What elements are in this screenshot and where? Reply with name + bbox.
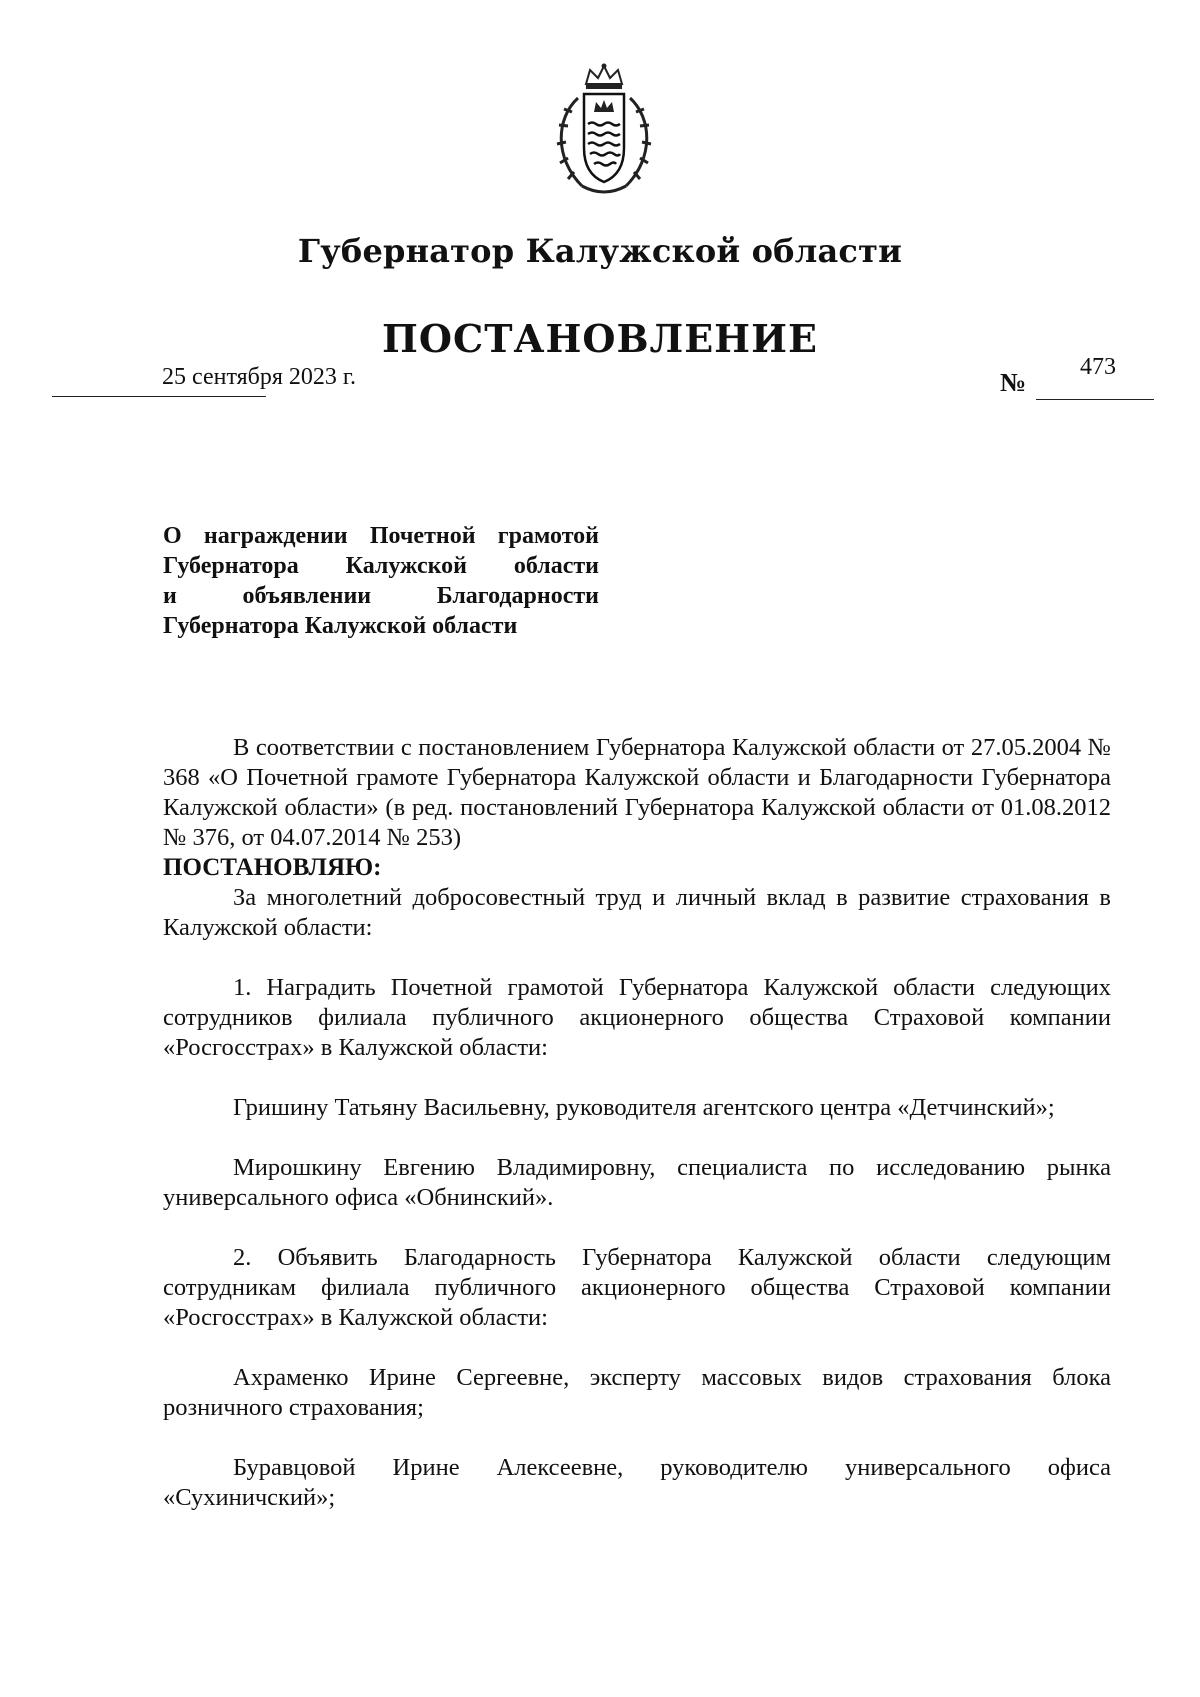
award-person-entry: Мирошкину Евгению Владимировну, специалиста по исследованию рынка универсального офиса «Обнинский».: [163, 1154, 1111, 1211]
document-body: [163, 733, 1111, 1513]
coat-of-arms-emblem: [548, 62, 660, 202]
award-person-entry: Гришину Татьяну Васильевну, руководителя агентского центра «Детчинский»;: [233, 1094, 1055, 1121]
date-underline: [52, 396, 266, 397]
subject-line: Губернатора Калужской области: [163, 553, 599, 579]
subject-line: О награждении Почетной грамотой: [163, 523, 599, 549]
document-date: 25 сентября 2023 г.: [162, 364, 357, 390]
number-sign: №: [1000, 368, 1027, 397]
item-1-paragraph: 1. Наградить Почетной грамотой Губернатора Калужской области следующих сотрудников филиала публичного акционерного общества Страховой компании «Росгосстрах» в Калужской области:: [163, 974, 1111, 1061]
authority-title: Губернатор Калужской области: [297, 232, 903, 270]
document-subject: [163, 521, 599, 641]
document-type-title: ПОСТАНОВЛЕНИЕ: [382, 316, 818, 361]
resolve-heading: ПОСТАНОВЛЯЮ:: [163, 854, 382, 881]
subject-line: и объявлении Благодарности: [163, 583, 599, 609]
document-number: 473: [1080, 354, 1116, 380]
preamble-paragraph: В соответствии с постановлением Губернатора Калужской области от 27.05.2004 № 368 «О Почетной грамоте Губернатора Калужской области и Благодарности Губернатора Калужской области» (в ред. постановлений Губернатора Калужской области от 01.08.2012 № 376, от 04.07.2014 № 253): [163, 734, 1111, 851]
item-2-paragraph: 2. Объявить Благодарность Губернатора Калужской области следующим сотрудникам филиала публичного акционерного общества Страховой компании «Росгосстрах» в Калужской области:: [163, 1244, 1111, 1331]
subject-line: Губернатора Калужской области: [163, 613, 518, 639]
reason-paragraph: За многолетний добросовестный труд и личный вклад в развитие страхования в Калужской области:: [163, 884, 1111, 941]
gratitude-person-entry: Ахраменко Ирине Сергеевне, эксперту массовых видов страхования блока розничного страхования;: [163, 1364, 1111, 1421]
gratitude-person-entry: Буравцовой Ирине Алексеевне, руководителю универсального офиса «Сухиничский»;: [163, 1454, 1111, 1511]
number-underline: [1036, 399, 1154, 400]
